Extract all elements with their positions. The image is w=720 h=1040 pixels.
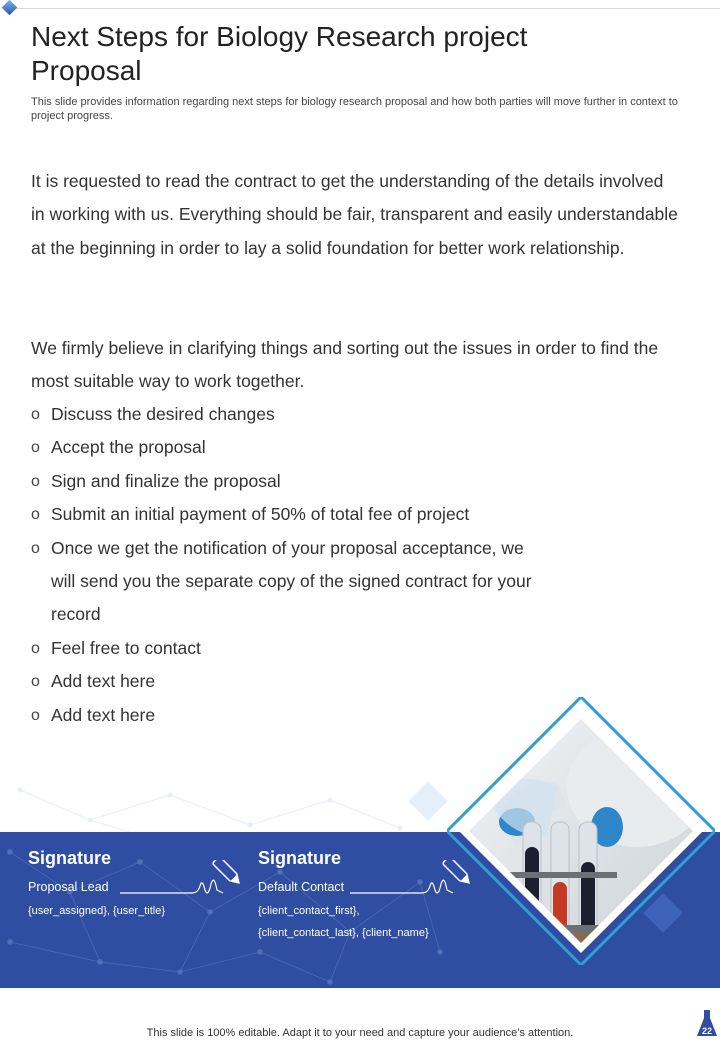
list-item: o Submit an initial payment of 50% of total fee of project	[31, 498, 551, 531]
signature-fields	[28, 900, 258, 922]
list-item: o Sign and finalize the proposal	[31, 465, 551, 498]
intro-paragraph: It is requested to read the contract to get the understanding of the details involved in working with us. Everything should be fair, transparent and easily understandable at the beginning in order to lay a solid foundation for better work relationship.	[31, 171, 678, 258]
signature-heading: Signature	[258, 848, 342, 868]
list-item: o Once we get the notification of your proposal acceptance, we will send you the separate copy of the signed contract for your record	[31, 532, 551, 632]
page-subtitle: This slide provides information regarding next steps for biology research proposal and how both parties will move further in context to project progress.	[31, 96, 678, 122]
signature-field: {client_contact_last}, {client_name}	[258, 927, 429, 939]
list-item: o Discuss the desired changes	[31, 398, 551, 431]
corner-diamond-icon	[2, 0, 18, 15]
signature-heading: Signature	[28, 848, 112, 868]
list-item: o Add text here	[31, 699, 551, 732]
list-item: o Accept the proposal	[31, 431, 551, 464]
signature-role: Proposal Lead	[28, 880, 109, 894]
page-number: 22	[701, 1026, 712, 1036]
list-item: o Feel free to contact	[31, 632, 551, 665]
signature-field: {client_contact_first},	[258, 905, 360, 917]
page-title: Next Steps for Biology Research project Proposal	[31, 21, 528, 86]
test-tubes-photo	[447, 697, 715, 965]
footer-note: This slide is 100% editable. Adapt it to your need and capture your audience’s attention.	[146, 1027, 574, 1039]
signature-field: {user_assigned}, {user_title}	[28, 905, 165, 917]
next-steps-list	[31, 398, 551, 732]
pen-signature-icon	[120, 860, 245, 900]
list-item: o Add text here	[31, 665, 551, 698]
top-rule	[14, 8, 720, 9]
signature-role: Default Contact	[258, 880, 345, 894]
belief-paragraph: We firmly believe in clarifying things and sorting out the issues in order to find the most suitable way to work together.	[31, 338, 659, 392]
